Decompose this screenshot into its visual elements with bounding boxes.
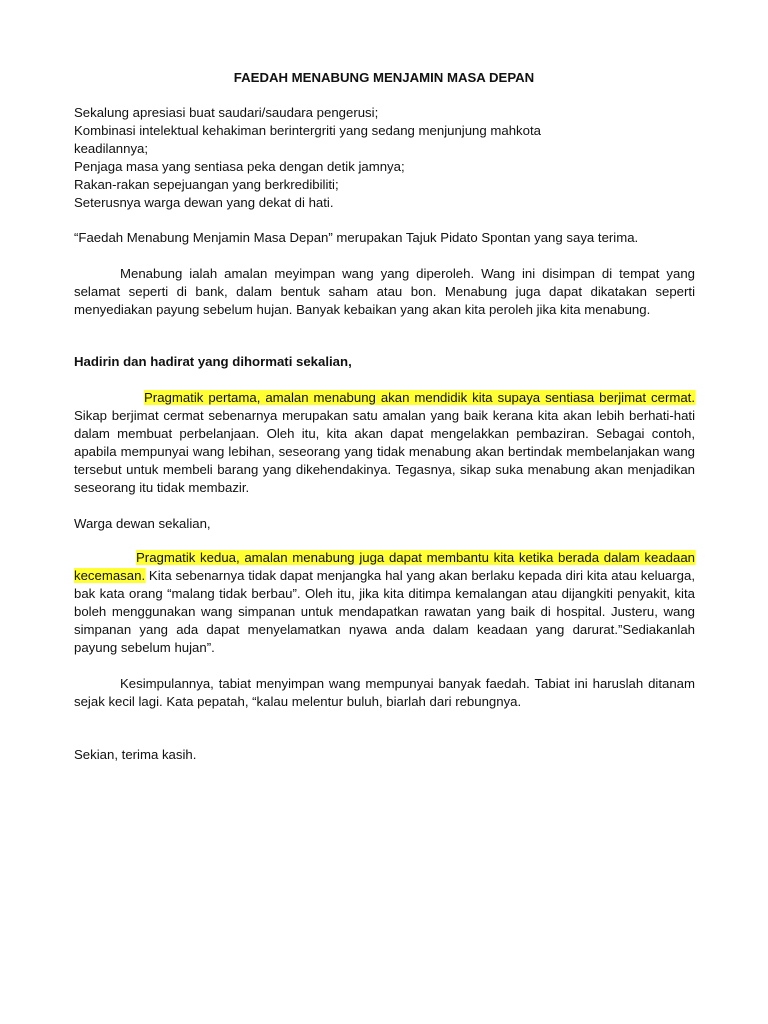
address-heading-2: Warga dewan sekalian, xyxy=(74,516,211,531)
paragraph-conclusion: Kesimpulannya, tabiat menyimpan wang mempunyai banyak faedah. Tabiat ini haruslah ditanam sejak kecil lagi. Kata pepatah, “kalau melentur buluh, biarlah dari rebungnya. xyxy=(74,676,695,709)
topic-intro: “Faedah Menabung Menjamin Masa Depan” merupakan Tajuk Pidato Spontan yang saya terima. xyxy=(74,230,639,245)
paragraph-point-1 xyxy=(74,389,695,497)
closing-line: Sekian, terima kasih. xyxy=(74,747,197,762)
greetings-block xyxy=(74,104,695,212)
address-heading-1: Hadirin dan hadirat yang dihormati sekalian, xyxy=(74,354,352,369)
greeting-line: Penjaga masa yang sentiasa peka dengan detik jamnya; xyxy=(74,159,405,174)
paragraph-definition: Menabung ialah amalan meyimpan wang yang diperoleh. Wang ini disimpan di tempat yang selamat seperti di bank, dalam bentuk saham atau bon. Menabung juga dapat dikatakan seperti menyediakan payung sebelum hujan. Banyak kebaikan yang akan kita peroleh jika kita menabung. xyxy=(74,266,695,317)
paragraph-point-2 xyxy=(74,549,695,657)
greeting-line: Rakan-rakan sepejuangan yang berkredibiliti; xyxy=(74,177,339,192)
greeting-line: Seterusnya warga dewan yang dekat di hati. xyxy=(74,195,334,210)
greeting-line: Kombinasi intelektual kehakiman berintergriti yang sedang menjunjung mahkota xyxy=(74,123,541,138)
highlighted-point: Pragmatik kedua, amalan menabung juga dapat membantu kita ketika berada dalam keadaan kecemasan. xyxy=(74,550,695,583)
greeting-line: Sekalung apresiasi buat saudari/saudara pengerusi; xyxy=(74,105,379,120)
paragraph-body: Kita sebenarnya tidak dapat menjangka hal yang akan berlaku kepada diri kita atau keluarga, bak kata orang “malang tidak berbau”. Oleh itu, jika kita ditimpa kemalangan atau dijangkiti penyakit, kita boleh menggunakan wang simpanan untuk mendapatkan rawatan yang baik di hospital. Justeru, wang simpanan yang ada dapat menyelamatkan nyawa anda dalam keadaan yang darurat.”Sediakanlah payung sebelum hujan”. xyxy=(74,568,695,655)
highlighted-point: Pragmatik pertama, amalan menabung akan mendidik kita supaya sentiasa berjimat cermat. xyxy=(144,390,695,405)
greeting-line: keadilannya; xyxy=(74,141,149,156)
document-title: FAEDAH MENABUNG MENJAMIN MASA DEPAN xyxy=(233,70,535,85)
paragraph-body: Sikap berjimat cermat sebenarnya merupakan satu amalan yang baik kerana kita akan lebih berhati-hati dalam membuat perbelanjaan. Oleh itu, kita akan dapat mengelakkan pembaziran. Sebagai contoh, apabila mempunyai wang lebihan, seseorang yang tidak menabung akan bertindak membelanjakan wang tersebut untuk membeli barang yang dikehendakinya. Tegasnya, sikap suka menabung akan menjadikan seseorang itu tidak membazir. xyxy=(74,408,695,495)
